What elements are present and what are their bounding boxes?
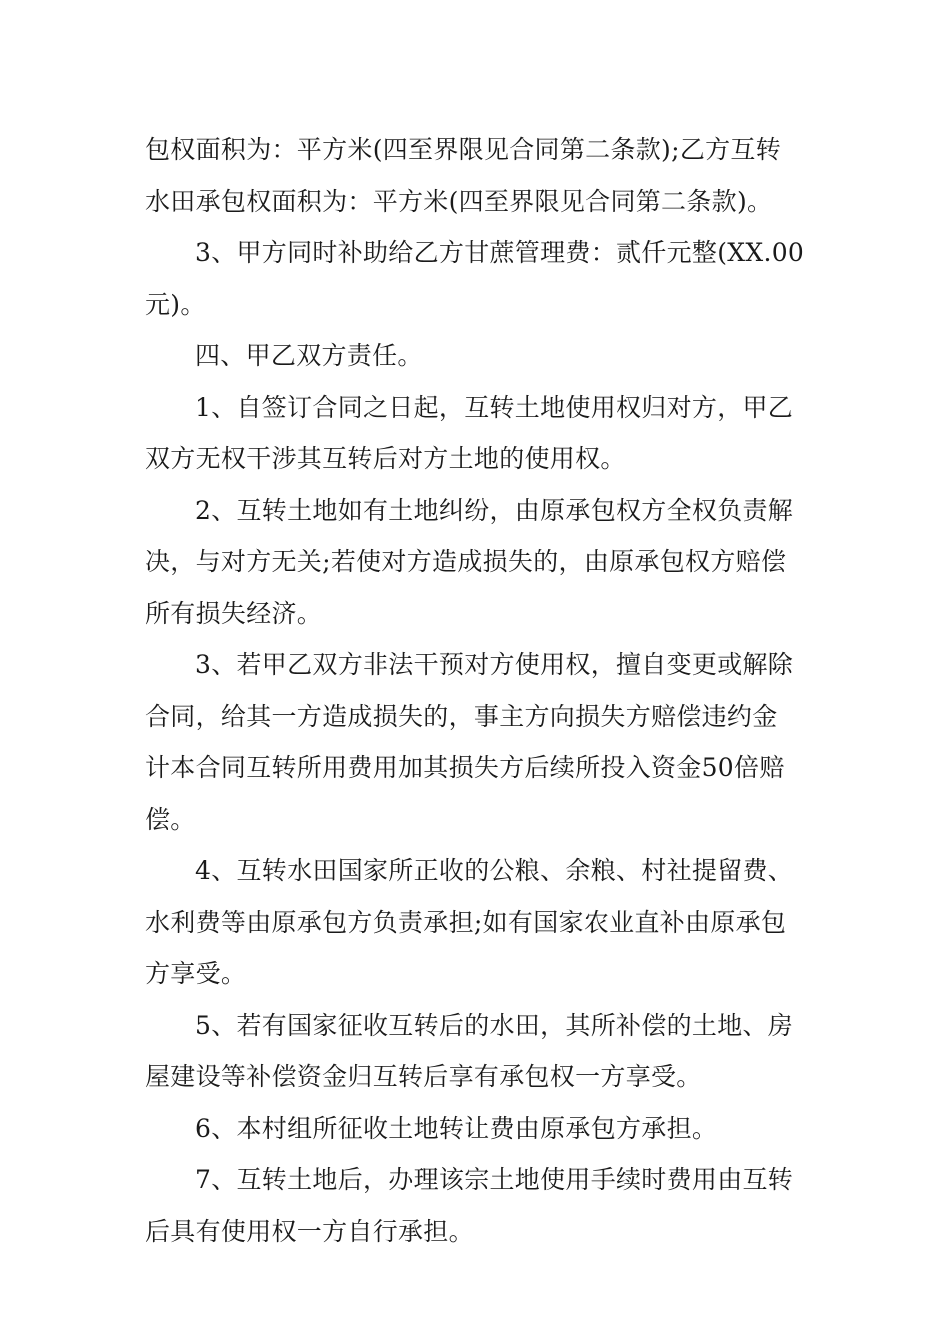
section-heading-responsibilities xyxy=(145,330,810,382)
paragraph-item-4 xyxy=(145,845,810,1000)
paragraph-item-2 xyxy=(145,485,810,640)
text-line: 6、本村组所征收土地转让费由原承包方承担。 xyxy=(195,1113,718,1143)
paragraph-area-clause xyxy=(145,124,810,227)
text-line: 3、甲方同时补助给乙方甘蔗管理费：贰仟元整(XX.00 xyxy=(195,238,805,267)
text-line: 包权面积为：平方米(四至界限见合同第二条款);乙方互转 xyxy=(145,135,782,164)
paragraph-clause-3-subsidy xyxy=(145,227,810,330)
text-line: 偿。 xyxy=(145,804,196,834)
text-line: 决，与对方无关;若使对方造成损失的，由原承包权方赔偿 xyxy=(145,547,787,576)
text-line: 2、互转土地如有土地纠纷，由原承包权方全权负责解 xyxy=(195,495,794,525)
text-line: 合同，给其一方造成损失的，事主方向损失方赔偿违约金 xyxy=(145,701,778,731)
text-line: 5、若有国家征收互转后的水田，其所补偿的土地、房 xyxy=(195,1010,794,1040)
paragraph-item-5 xyxy=(145,1000,810,1103)
paragraph-item-6 xyxy=(145,1103,810,1155)
paragraph-item-7 xyxy=(145,1154,810,1257)
text-line: 四、甲乙双方责任。 xyxy=(195,341,423,370)
text-line: 3、若甲乙双方非法干预对方使用权，擅自变更或解除 xyxy=(195,650,794,679)
text-line: 计本合同互转所用费用加其损失方后续所投入资金50倍赔 xyxy=(145,753,785,782)
text-line: 双方无权干涉其互转后对方土地的使用权。 xyxy=(145,444,626,473)
text-line: 元)。 xyxy=(145,289,206,319)
text-line: 屋建设等补偿资金归互转后享有承包权一方享受。 xyxy=(145,1062,702,1091)
paragraph-item-3 xyxy=(145,639,810,845)
text-line: 后具有使用权一方自行承担。 xyxy=(145,1216,474,1246)
text-line: 7、互转土地后，办理该宗土地使用手续时费用由互转 xyxy=(195,1165,794,1194)
text-line: 所有损失经济。 xyxy=(145,598,323,628)
text-line: 4、互转水田国家所正收的公粮、余粮、村社提留费、 xyxy=(195,856,794,885)
text-line: 水田承包权面积为：平方米(四至界限见合同第二条款)。 xyxy=(145,186,773,216)
text-line: 1、自签订合同之日起，互转土地使用权归对方，甲乙 xyxy=(195,392,794,422)
paragraph-item-1 xyxy=(145,382,810,485)
text-line: 水利费等由原承包方负责承担;如有国家农业直补由原承包 xyxy=(145,907,787,937)
document-page xyxy=(145,124,810,1257)
text-line: 方享受。 xyxy=(145,959,247,988)
